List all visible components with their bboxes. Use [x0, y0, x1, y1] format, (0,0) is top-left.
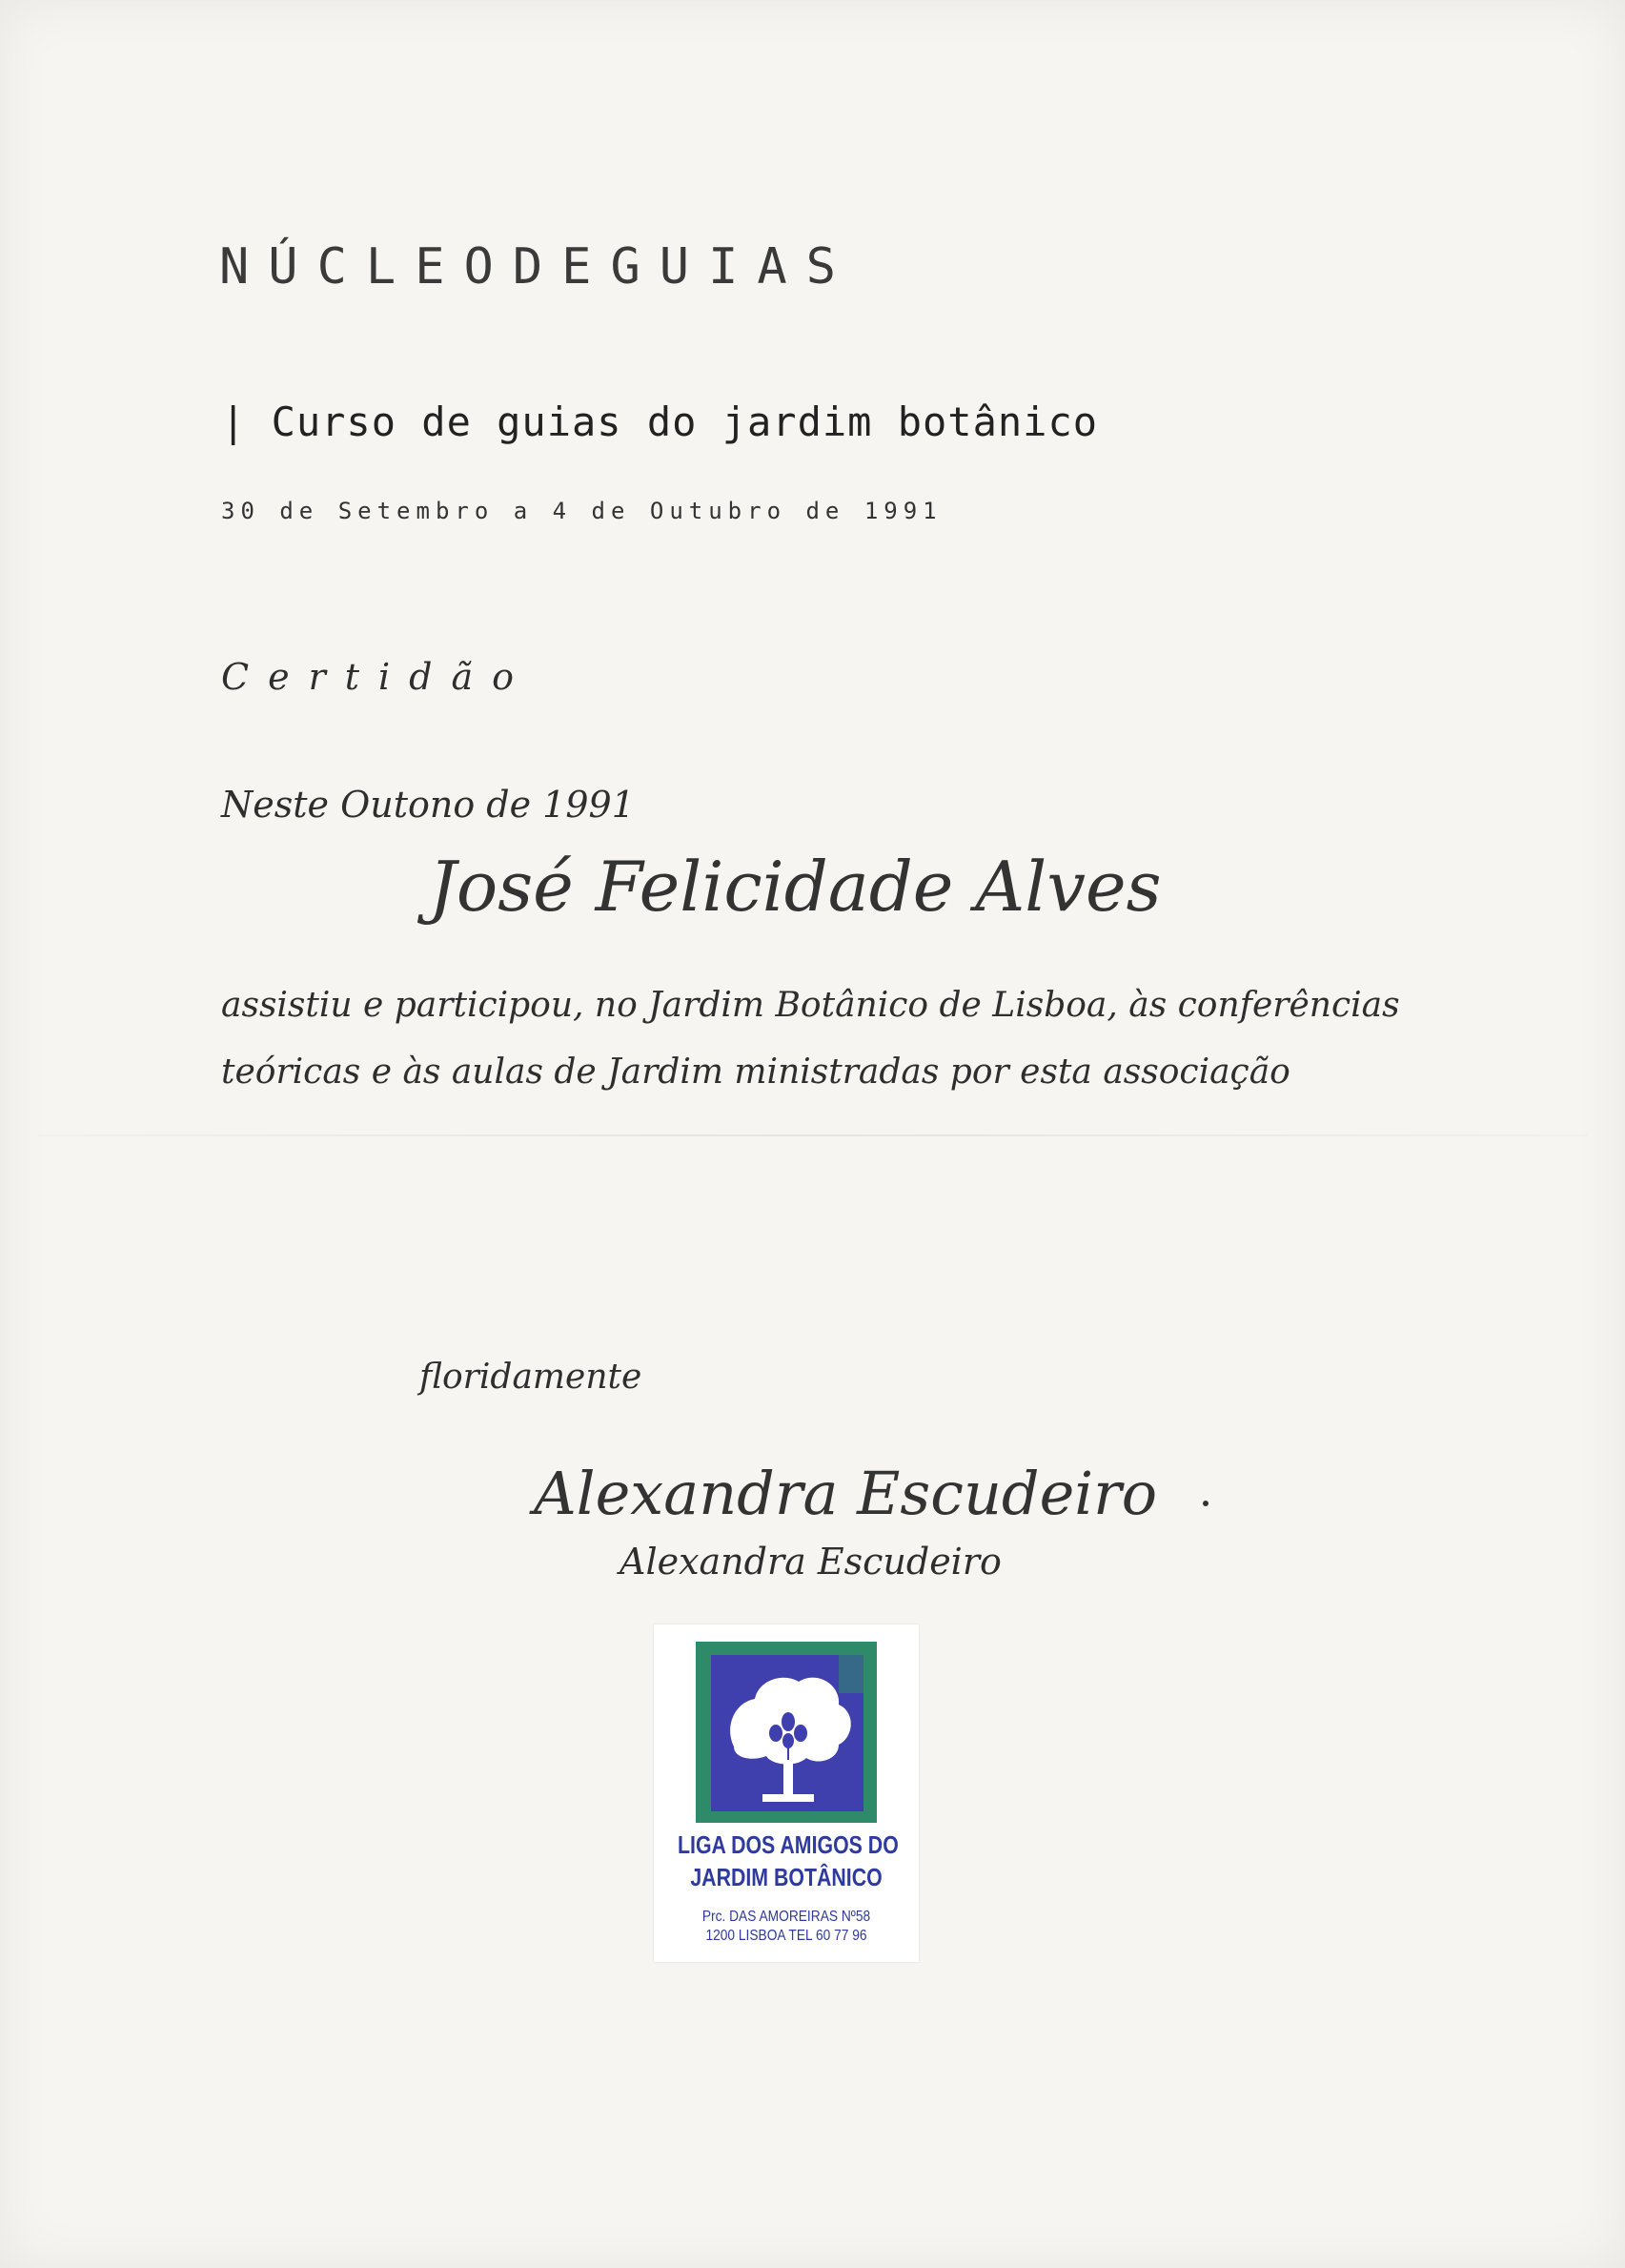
tree-logo-icon: [696, 1642, 877, 1823]
stamp-name-line-2: JARDIM BOTÂNICO: [690, 1863, 883, 1891]
course-title: | Curso de guias do jardim botânico: [221, 398, 1099, 445]
signature-dot: [1203, 1501, 1209, 1506]
paper-fold-line: [38, 1134, 1587, 1136]
certificate-body: assistiu e participou, no Jardim Botânico de Lisboa, às conferências teóricas e às aulas de Jardim ministradas por esta associação: [221, 986, 1400, 1092]
signer-name: Alexandra Escudeiro: [620, 1541, 1002, 1583]
course-dates: 30 de Setembro a 4 de Outubro de 1991: [221, 498, 943, 524]
stamp-address-line-1: Prc. DAS AMOREIRAS Nº58: [701, 1909, 871, 1925]
intro-line: Neste Outono de 1991: [221, 784, 635, 826]
recipient-name: José Felicidade Alves: [429, 847, 1162, 927]
association-sticker: [654, 1624, 919, 1962]
stamp-name-line-1: LIGA DOS AMIGOS DO: [678, 1830, 899, 1859]
stamp-address-line-2: 1200 LISBOA TEL 60 77 96: [705, 1928, 867, 1944]
handwritten-signature: Alexandra Escudeiro: [534, 1459, 1158, 1528]
closing-word: floridamente: [419, 1358, 642, 1397]
document-type-heading: Certidão: [221, 656, 534, 698]
organization-heading: NÚCLEODEGUIAS: [219, 238, 855, 296]
